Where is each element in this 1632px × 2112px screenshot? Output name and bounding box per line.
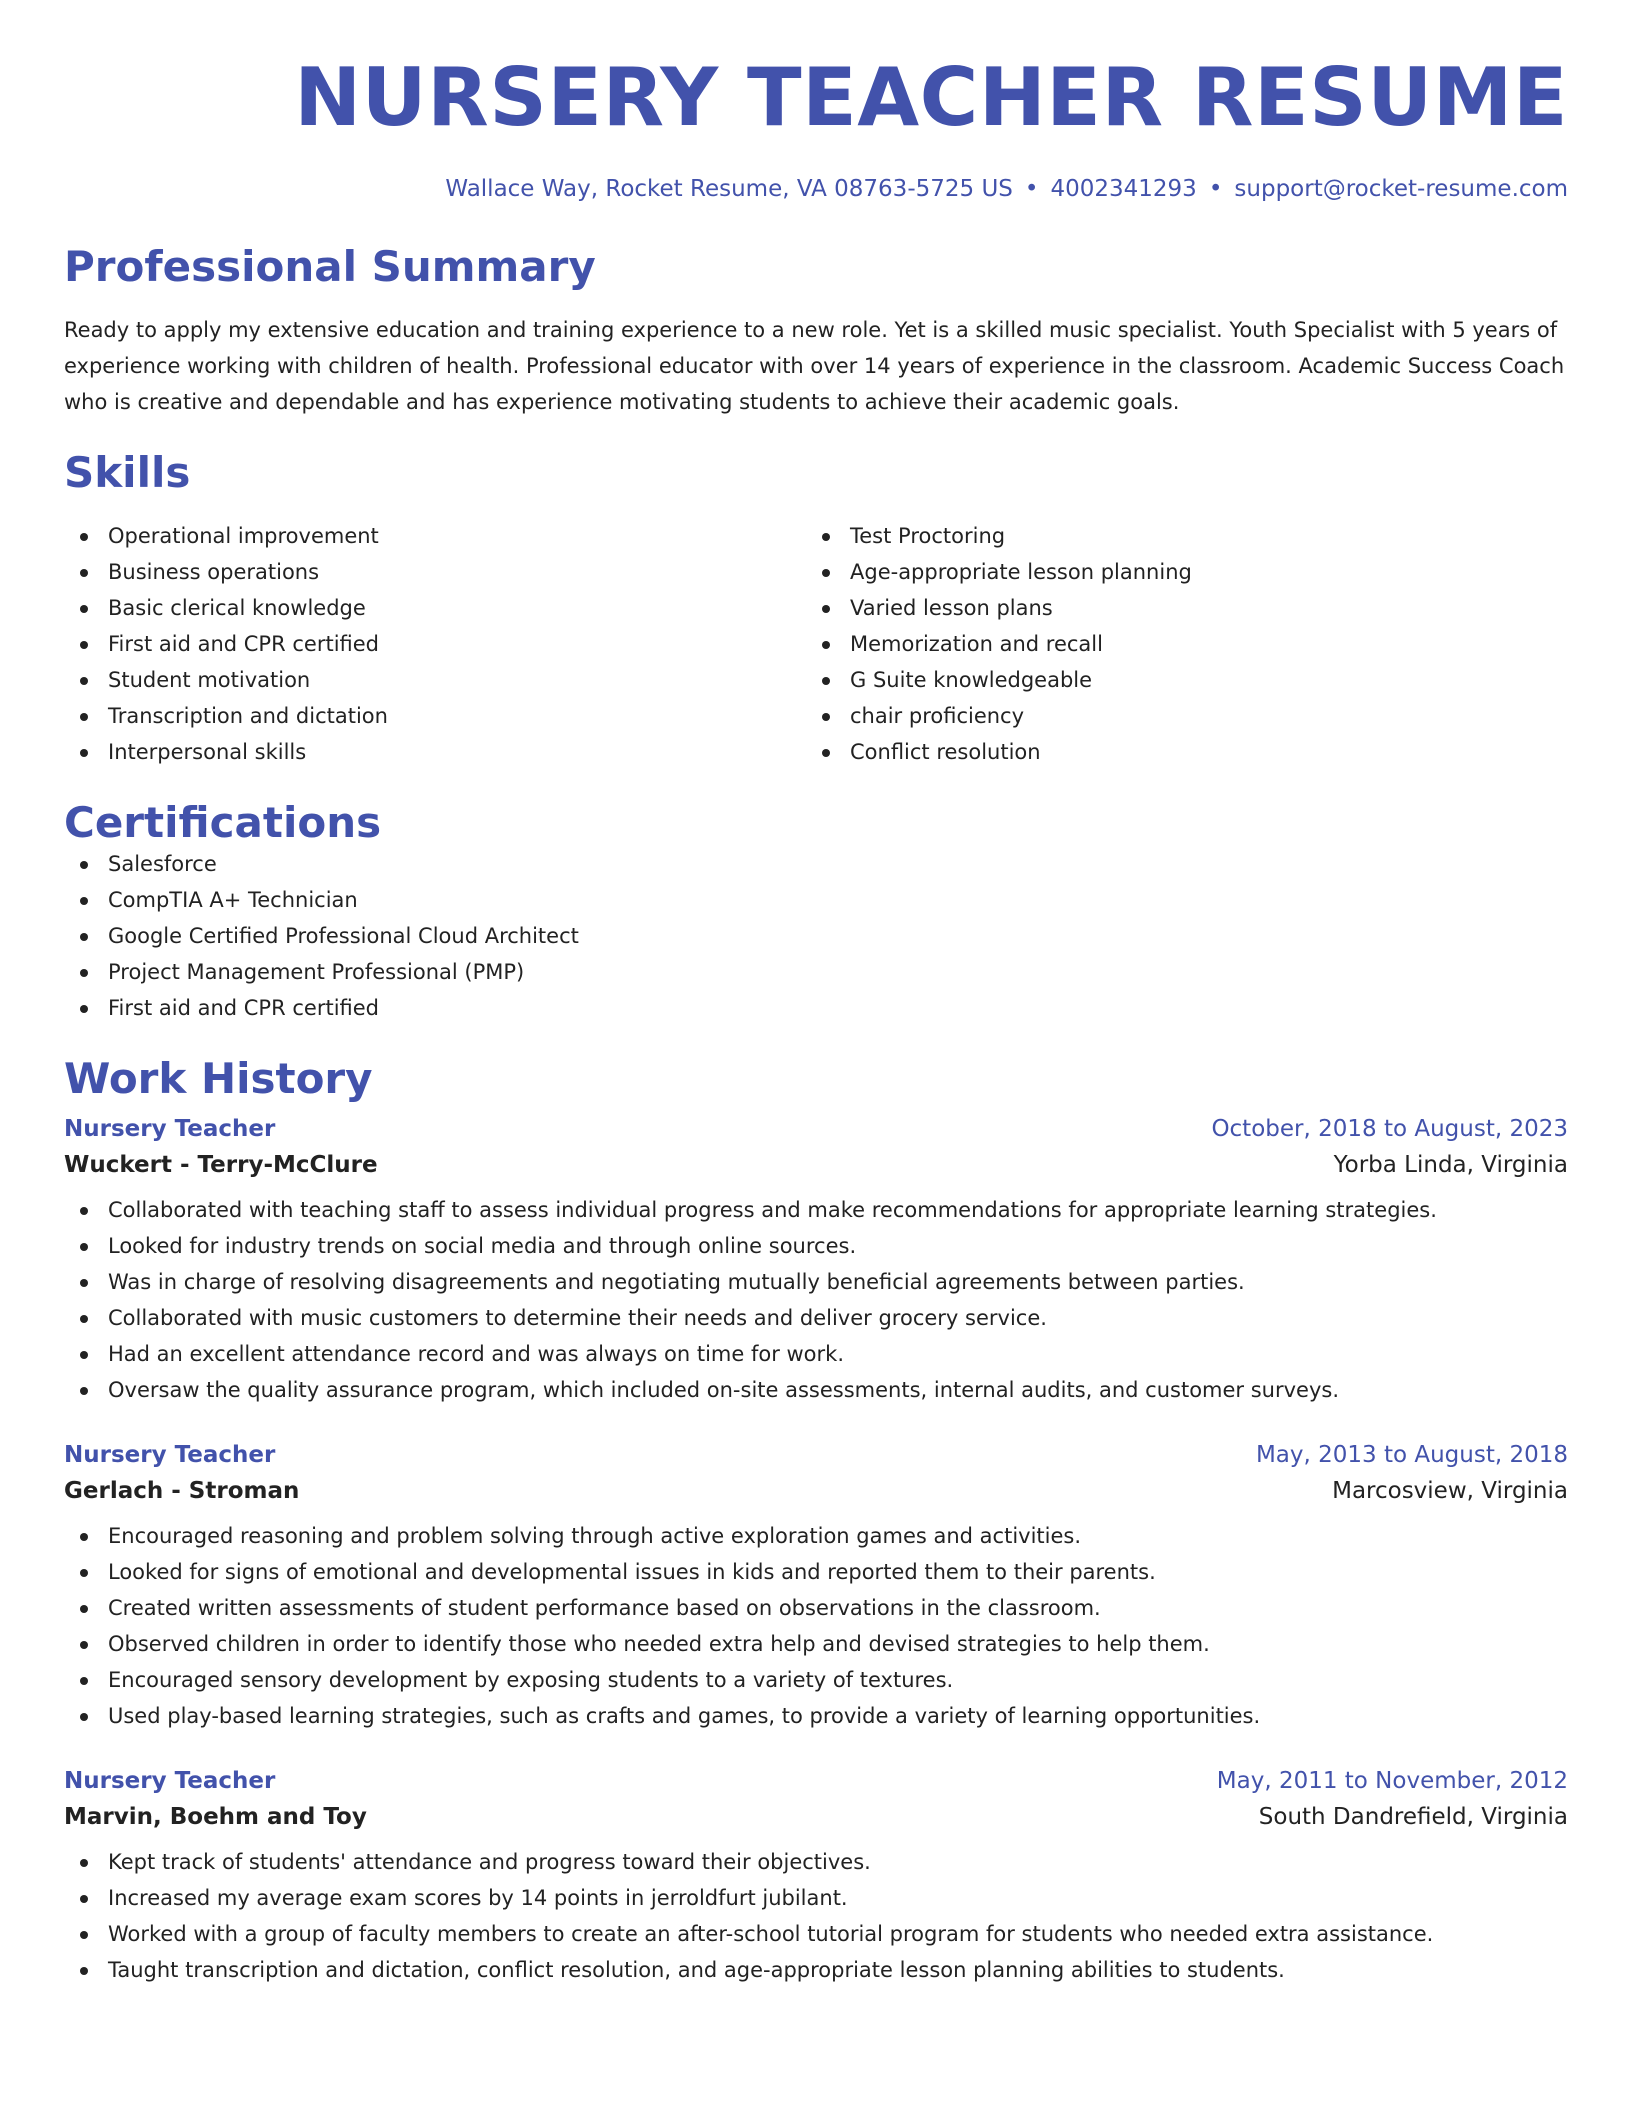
skill-item: Age-appropriate lesson planning <box>806 554 1548 590</box>
job-entry <box>64 1116 1568 1408</box>
skills-heading: Skills <box>64 447 191 497</box>
job-duties-list <box>64 1844 1568 1988</box>
skill-item: Test Proctoring <box>806 518 1548 554</box>
job-duty-item: Taught transcription and dictation, conflict resolution, and age-appropriate lesson planning abilities to students. <box>64 1952 1568 1988</box>
skill-item: Varied lesson plans <box>806 590 1548 626</box>
job-duty-item: Used play-based learning strategies, such as crafts and games, to provide a variety of learning opportunities. <box>64 1698 1568 1734</box>
contact-phone[interactable]: 4002341293 <box>1050 176 1197 202</box>
job-entry <box>64 1442 1568 1734</box>
job-entry <box>64 1768 1568 1988</box>
certifications-list <box>64 846 1568 1026</box>
job-company-row <box>64 1478 1568 1504</box>
job-duties-list <box>64 1518 1568 1734</box>
job-header-row <box>64 1116 1568 1142</box>
job-duty-item: Encouraged sensory development by exposing students to a variety of textures. <box>64 1662 1568 1698</box>
job-header-row <box>64 1442 1568 1468</box>
contact-separator: • <box>1208 176 1223 202</box>
job-duty-item: Looked for industry trends on social media and through online sources. <box>64 1228 1568 1264</box>
skill-item: Student motivation <box>64 662 806 698</box>
work-history-heading: Work History <box>64 1054 373 1104</box>
job-company: Wuckert - Terry-McClure <box>64 1152 378 1179</box>
summary-text: Ready to apply my extensive education and training experience to a new role. Yet is a skilled music specialist. Youth Specialist with 5 years of experience working with children of health. Professional educator with over 14 years of experience in the classroom. Academic Success Coach who is creative and dependable and has experience motivating students to achieve their academic goals. <box>64 317 1565 414</box>
job-location: Yorba Linda, Virginia <box>1333 1152 1568 1179</box>
contact-line <box>64 176 1568 204</box>
skill-item: Basic clerical knowledge <box>64 590 806 626</box>
job-duty-item: Encouraged reasoning and problem solving through active exploration games and activities. <box>64 1518 1568 1554</box>
certification-item: Salesforce <box>64 846 1568 882</box>
job-duty-item: Kept track of students' attendance and progress toward their objectives. <box>64 1844 1568 1880</box>
skills-list-right <box>806 518 1548 770</box>
job-duties-list <box>64 1192 1568 1408</box>
certifications-heading: Certifications <box>64 797 382 847</box>
skill-item: First aid and CPR certified <box>64 626 806 662</box>
resume-page <box>64 0 1568 1988</box>
job-duty-item: Collaborated with teaching staff to assess individual progress and make recommendations for appropriate learning strategies. <box>64 1192 1568 1228</box>
skill-item: G Suite knowledgeable <box>806 662 1548 698</box>
job-location: Marcosview, Virginia <box>1332 1478 1568 1505</box>
job-duty-item: Oversaw the quality assurance program, which included on-site assessments, internal audits, and customer surveys. <box>64 1372 1568 1408</box>
skills-columns <box>64 518 1568 770</box>
job-company-row <box>64 1804 1568 1830</box>
certification-item: Google Certified Professional Cloud Architect <box>64 918 1568 954</box>
job-title: Nursery Teacher <box>64 1442 276 1469</box>
job-title: Nursery Teacher <box>64 1768 276 1795</box>
job-company-row <box>64 1152 1568 1178</box>
job-duty-item: Collaborated with music customers to determine their needs and deliver grocery service. <box>64 1300 1568 1336</box>
skill-item: Interpersonal skills <box>64 734 806 770</box>
job-dates: May, 2013 to August, 2018 <box>1255 1442 1568 1469</box>
skill-item: Operational improvement <box>64 518 806 554</box>
job-duty-item: Observed children in order to identify those who needed extra help and devised strategies to help them. <box>64 1626 1568 1662</box>
skill-item: Business operations <box>64 554 806 590</box>
skills-list-left <box>64 518 806 770</box>
job-title: Nursery Teacher <box>64 1116 276 1143</box>
certification-item: Project Management Professional (PMP) <box>64 954 1568 990</box>
contact-address: Wallace Way, Rocket Resume, VA 08763-5725 US <box>445 176 1013 202</box>
skill-item: Conflict resolution <box>806 734 1548 770</box>
job-company: Marvin, Boehm and Toy <box>64 1804 367 1831</box>
job-dates: May, 2011 to November, 2012 <box>1216 1768 1568 1795</box>
contact-separator: • <box>1024 176 1039 202</box>
skills-column-left <box>64 518 806 770</box>
certification-item: First aid and CPR certified <box>64 990 1568 1026</box>
skill-item: Memorization and recall <box>806 626 1548 662</box>
job-duty-item: Had an excellent attendance record and was always on time for work. <box>64 1336 1568 1372</box>
skill-item: Transcription and dictation <box>64 698 806 734</box>
skills-column-right <box>806 518 1548 770</box>
resume-title: NURSERY TEACHER RESUME <box>294 51 1568 144</box>
job-duty-item: Looked for signs of emotional and developmental issues in kids and reported them to their parents. <box>64 1554 1568 1590</box>
job-header-row <box>64 1768 1568 1794</box>
job-duty-item: Was in charge of resolving disagreements and negotiating mutually beneficial agreements between parties. <box>64 1264 1568 1300</box>
summary-heading: Professional Summary <box>64 241 596 291</box>
contact-email[interactable]: support@rocket-resume.com <box>1234 176 1568 202</box>
job-duty-item: Increased my average exam scores by 14 points in jerroldfurt jubilant. <box>64 1880 1568 1916</box>
job-duty-item: Worked with a group of faculty members to create an after-school tutorial program for students who needed extra assistance. <box>64 1916 1568 1952</box>
job-location: South Dandrefield, Virginia <box>1258 1804 1568 1831</box>
job-company: Gerlach - Stroman <box>64 1478 300 1505</box>
job-dates: October, 2018 to August, 2023 <box>1211 1116 1568 1143</box>
certification-item: CompTIA A+ Technician <box>64 882 1568 918</box>
skill-item: chair proficiency <box>806 698 1548 734</box>
job-duty-item: Created written assessments of student performance based on observations in the classroom. <box>64 1590 1568 1626</box>
